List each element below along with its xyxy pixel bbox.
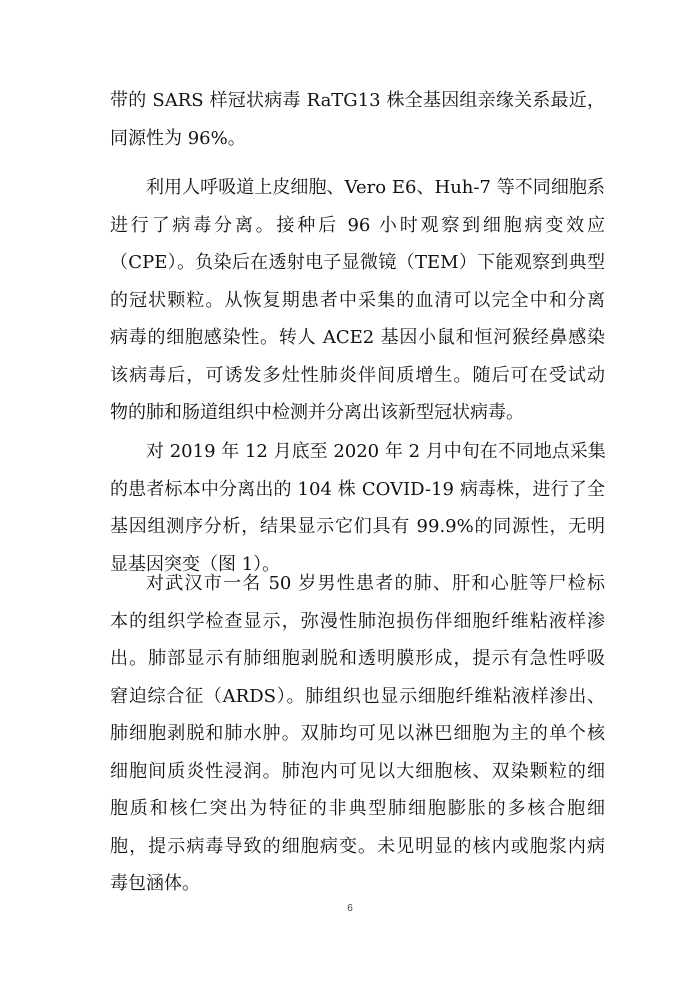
paragraph-line: 病毒的细胞感染性。转人 ACE2 基因小鼠和恒河猴经鼻感染	[110, 327, 605, 348]
paragraph-line: 该病毒后，可诱发多灶性肺炎伴间质增生。随后可在受试动	[110, 364, 605, 386]
paragraph-line: 显基因突变（图 1）。	[110, 553, 281, 575]
paragraph-line: 肺细胞剥脱和肺水肿。双肺均可见以淋巴细胞为主的单个核	[110, 723, 605, 744]
paragraph-3	[110, 433, 605, 583]
paragraph-line: 进行了病毒分离。接种后 96 小时观察到细胞病变效应	[110, 214, 605, 236]
paragraph-line: 同源性为 96%。	[110, 127, 246, 149]
paragraph-line: 细胞间质炎性浸润。肺泡内可见以大细胞核、双染颗粒的细	[110, 760, 605, 782]
paragraph-line: 毒包涵体。	[110, 873, 200, 894]
paragraph-line: 利用人呼吸道上皮细胞、Vero E6、Huh-7 等不同细胞系	[146, 177, 605, 198]
page-number: 6	[347, 903, 353, 914]
paragraph-line: 的患者标本中分离出的 104 株 COVID-19 病毒株，进行了全	[110, 478, 605, 500]
paragraph-line: 带的 SARS 样冠状病毒 RaTG13 株全基因组亲缘关系最近，	[110, 90, 605, 111]
paragraph-line: 基因组测序分析，结果显示它们具有 99.9%的同源性，无明	[110, 516, 605, 537]
paragraph-line: 的冠状颗粒。从恢复期患者中采集的血清可以完全中和分离	[110, 289, 605, 311]
paragraph-2	[110, 169, 605, 432]
paragraph-line: （CPE）。负染后在透射电子显微镜（TEM）下能观察到典型	[110, 252, 605, 273]
paragraph-4	[110, 565, 605, 903]
paragraph-line: 胞质和核仁突出为特征的非典型肺细胞膨胀的多核合胞细	[110, 798, 605, 819]
paragraph-line: 出。肺部显示有肺细胞剥脱和透明膜形成，提示有急性呼吸	[110, 648, 605, 669]
paragraph-1	[110, 82, 605, 157]
paragraph-line: 对 2019 年 12 月底至 2020 年 2 月中旬在不同地点采集	[146, 441, 606, 462]
paragraph-line: 胞，提示病毒导致的细胞病变。未见明显的核内或胞浆内病	[110, 835, 605, 857]
paragraph-line: 物的肺和肠道组织中检测并分离出该新型冠状病毒。	[110, 402, 524, 423]
paragraph-line: 窘迫综合征（ARDS）。肺组织也显示细胞纤维粘液样渗出、	[110, 685, 605, 707]
paragraph-line: 对武汉市一名 50 岁男性患者的肺、肝和心脏等尸检标	[146, 573, 605, 594]
paragraph-line: 本的组织学检查显示，弥漫性肺泡损伤伴细胞纤维粘液样渗	[110, 610, 605, 632]
